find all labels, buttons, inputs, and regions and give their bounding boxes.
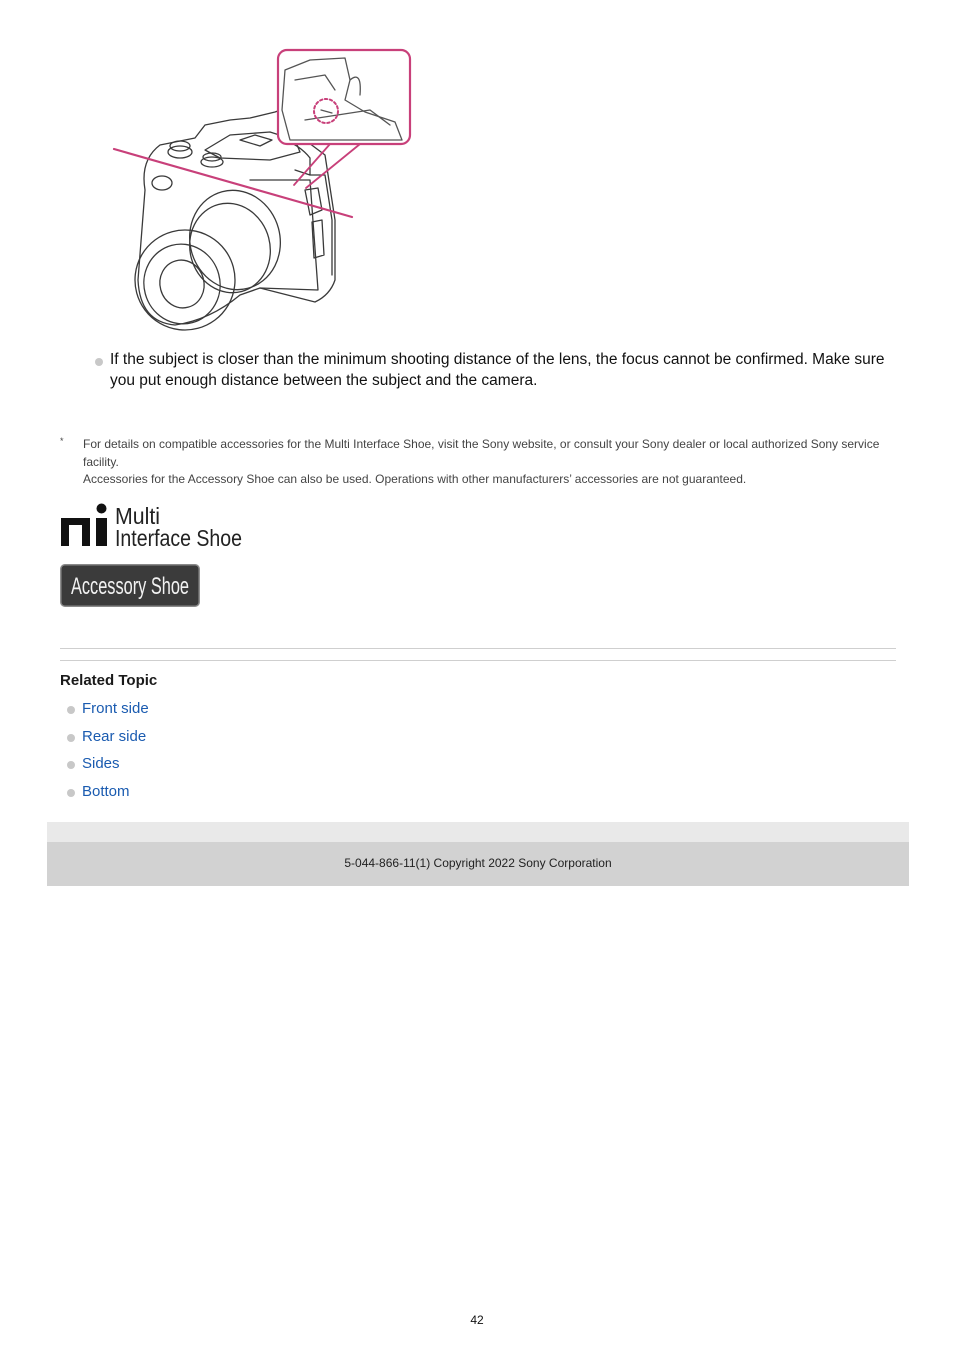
related-topic-list: [67, 698, 149, 808]
bullet-dot-icon: [95, 358, 103, 366]
list-item: [67, 781, 149, 809]
accessory-logo-text: Accessory Shoe: [71, 573, 189, 600]
note-text: If the subject is closer than the minimum shooting distance of the lens, the focus cannot be confirmed. Make sure you put enough distance between the subject and the camera.: [110, 351, 885, 389]
footnote-line-1: For details on compatible accessories for the Multi Interface Shoe, visit the Sony website, or consult your Sony dealer or local authorized Sony service facility.: [83, 437, 880, 469]
multi-logo-top-text: Multi: [115, 503, 160, 529]
bullet-dot-icon: [67, 789, 75, 797]
bullet-dot-icon: [67, 706, 75, 714]
divider-bottom: [60, 660, 896, 661]
accessory-shoe-logo: [60, 564, 200, 607]
page-number: 42: [470, 1313, 484, 1327]
list-item: [67, 753, 149, 781]
related-topic-heading: Related Topic: [60, 672, 158, 689]
link-bottom[interactable]: Bottom: [82, 782, 130, 800]
link-sides[interactable]: Sides: [82, 755, 120, 772]
multi-interface-shoe-logo: [60, 502, 250, 552]
footnote-marker: *: [60, 436, 64, 446]
link-front-side[interactable]: Front side: [82, 700, 149, 717]
camera-illustration: [100, 40, 420, 340]
multi-logo-bottom-text: Interface Shoe: [115, 525, 242, 551]
list-item: [67, 698, 149, 726]
footnote-line-2: Accessories for the Accessory Shoe can also be used. Operations with other manufacturers’ accessories are not guaranteed.: [83, 472, 747, 486]
bullet-dot-icon: [67, 761, 75, 769]
divider-top: [60, 648, 896, 649]
footer-copyright: 5-044-866-11(1) Copyright 2022 Sony Corporation: [47, 842, 909, 886]
footnote: [60, 436, 900, 489]
bullet-dot-icon: [67, 734, 75, 742]
note-bullet: [95, 349, 905, 391]
link-rear-side[interactable]: Rear side: [82, 727, 147, 745]
footer-top-band: [47, 822, 909, 842]
list-item: [67, 726, 149, 754]
